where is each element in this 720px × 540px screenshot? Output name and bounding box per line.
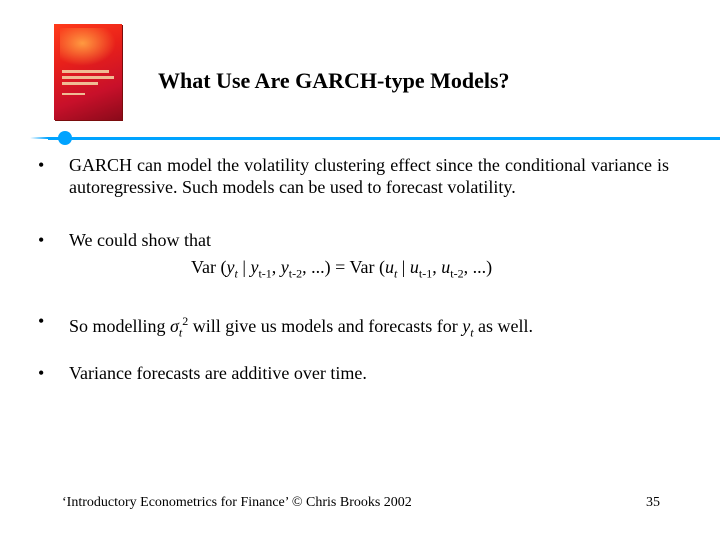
- page-number: 35: [646, 495, 660, 510]
- variance-equation: Var ($y_t$ | $y_{t-1}$, $y_{t-2}$, ...) = Var ($u_t$ | $u_{t-1}$, $u_{t-2}$, ...): [191, 257, 493, 281]
- footer-citation: ‘Introductory Econometrics for Finance’ © Chris Brooks 2002: [62, 495, 412, 510]
- divider-line: [48, 137, 720, 140]
- bullet-marker: •: [38, 155, 45, 175]
- bullet-marker: •: [38, 230, 45, 250]
- cover-glow: [60, 28, 116, 66]
- bullet-text: So modelling $\sigma_t^2$ will give us models and forecasts for $y_t$ as well.: [69, 314, 534, 340]
- bullet-text: GARCH can model the volatility clustering effect since the conditional variance is autoregressive. Such models can be used to forecast volatility.: [69, 155, 669, 197]
- title-divider: [30, 136, 720, 141]
- cover-title-lines: [62, 70, 114, 98]
- book-cover-image: [54, 24, 122, 120]
- bullet-marker: •: [38, 311, 45, 331]
- bullet-text: We could show that: [69, 230, 212, 250]
- bullet-marker: •: [38, 363, 45, 383]
- divider-dot: [58, 131, 72, 145]
- bullet-text: Variance forecasts are additive over time.: [69, 363, 367, 383]
- divider-tip: [30, 137, 48, 139]
- slide-title: What Use Are GARCH-type Models?: [158, 68, 510, 93]
